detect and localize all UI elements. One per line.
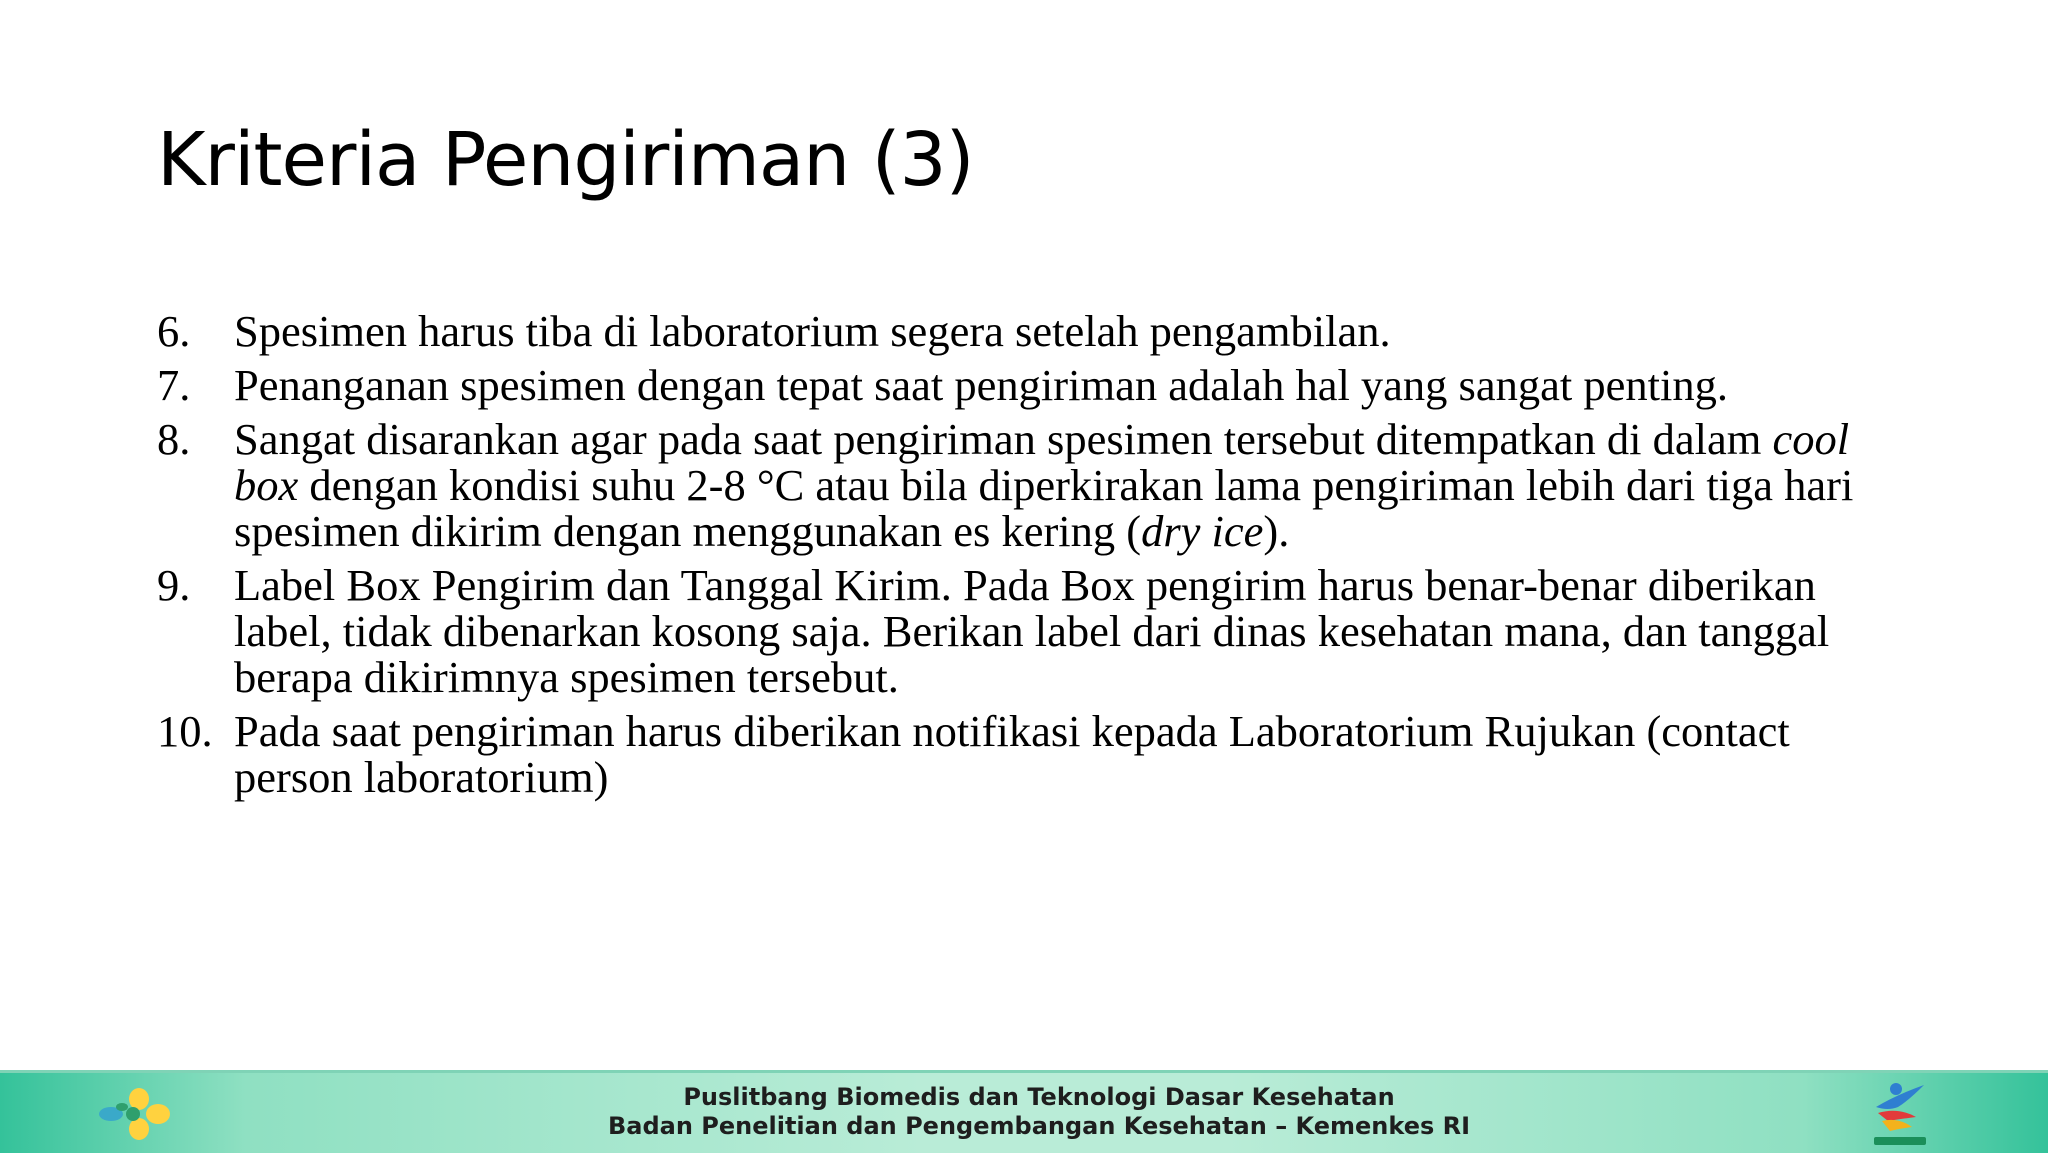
- item-number: 6.: [157, 306, 191, 356]
- footer-line-2: Badan Penelitian dan Pengembangan Kesehatan – Kemenkes RI: [607, 1112, 1471, 1140]
- item-number: 9.: [157, 560, 191, 610]
- item-text: Spesimen harus tiba di laboratorium segera setelah pengambilan.: [234, 306, 1391, 356]
- criteria-list: [157, 308, 1897, 808]
- item-text: Sangat disarankan agar pada saat pengiriman spesimen tersebut ditempatkan di dalam cool box dengan kondisi suhu 2-8 °C atau bila diperkirakan lama pengiriman lebih dari tiga hari spesimen dikirim dengan menggunakan es kering (dry ice).: [234, 414, 1854, 556]
- italic-term-dry-ice: dry ice: [1141, 506, 1264, 556]
- item-number: 8.: [157, 414, 191, 464]
- item-number: 10.: [157, 706, 213, 756]
- item-text: Label Box Pengirim dan Tanggal Kirim. Pada Box pengirim harus benar-benar diberikan label, tidak dibenarkan kosong saja. Berikan label dari dinas kesehatan mana, dan tanggal berapa dikirimnya spesimen tersebut.: [234, 560, 1830, 702]
- slide-title: Kriteria Pengiriman (3): [157, 117, 974, 203]
- list-item: [157, 416, 1897, 554]
- list-item: [157, 562, 1897, 700]
- item-text: Penanganan spesimen dengan tepat saat pengiriman adalah hal yang sangat penting.: [234, 360, 1728, 410]
- footer-band: [0, 1070, 2048, 1153]
- footer-line-1: Puslitbang Biomedis dan Teknologi Dasar Kesehatan: [683, 1083, 1395, 1111]
- item-text: Pada saat pengiriman harus diberikan notifikasi kepada Laboratorium Rujukan (contact person laboratorium): [234, 706, 1790, 802]
- list-item: [157, 708, 1897, 800]
- italic-term-cool-box: cool box: [234, 414, 1850, 510]
- list-item: [157, 308, 1897, 354]
- item-number: 7.: [157, 360, 191, 410]
- list-item: [157, 362, 1897, 408]
- germas-logo-icon: [1868, 1077, 1932, 1149]
